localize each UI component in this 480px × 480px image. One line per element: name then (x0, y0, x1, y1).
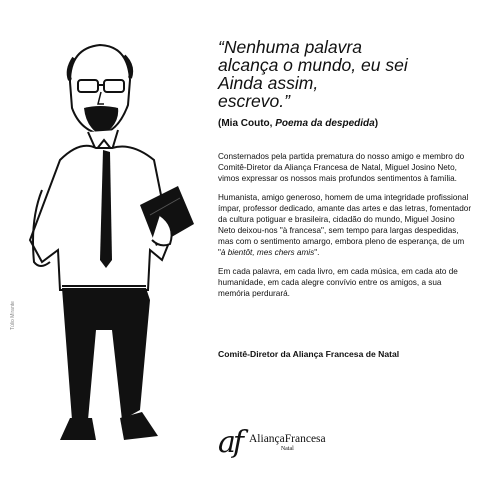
paragraph-1: Consternados pela partida prematura do nosso amigo e membro do Comitê-Diretor da Aliança Francesa de Natal, Miguel Josino Neto, vimos expressar os nossos mais profundos sentimentos à família. (218, 152, 465, 183)
man-illustration (0, 0, 215, 480)
attribution-author: (Mia Couto, (218, 118, 276, 129)
paragraph-2-end: ". (314, 247, 320, 257)
epigraph-quote (218, 38, 468, 110)
alianca-francesa-logo (218, 425, 326, 460)
attribution-close: ) (374, 118, 379, 129)
logo-name: AliançaFrancesa (249, 433, 326, 445)
logo-text (249, 433, 326, 453)
trousers (62, 288, 150, 420)
quote-line: escrevo.” (218, 91, 290, 111)
illustration-credit: Túlio Mirante (10, 301, 16, 330)
quote-line: Ainda assim, (218, 73, 319, 93)
french-farewell: à bientôt, mes chers amis (220, 247, 315, 257)
condolence-text (218, 152, 473, 308)
quote-attribution (218, 118, 378, 129)
paragraph-2-text: Humanista, amigo generoso, homem de uma integridade profissional ímpar, professor dedicado, amante das artes e das letras, fomentador da cultura potiguar e brasileira, cidadão do mundo, Miguel Josino Neto deixou-nos "à francesa", sem tempo para largas despedidas, mas com o sentimento amargo, embora pleno de esperança, de um " (218, 193, 472, 257)
quote-line: “Nenhuma palavra (218, 37, 362, 57)
logo-city: Natal (280, 446, 294, 452)
left-shoe (60, 418, 96, 440)
quote-line: alcança o mundo, eu sei (218, 55, 408, 75)
signature: Comitê-Diretor da Aliança Francesa de Natal (218, 349, 400, 359)
paragraph-2 (218, 193, 473, 258)
attribution-poem-title: Poema da despedida (275, 118, 375, 129)
paragraph-3: Em cada palavra, em cada livro, em cada música, em cada ato de humanidade, em cada alegre convívio entre os amigos, a sua memória perdurará. (218, 266, 458, 298)
af-monogram: af (218, 425, 241, 460)
